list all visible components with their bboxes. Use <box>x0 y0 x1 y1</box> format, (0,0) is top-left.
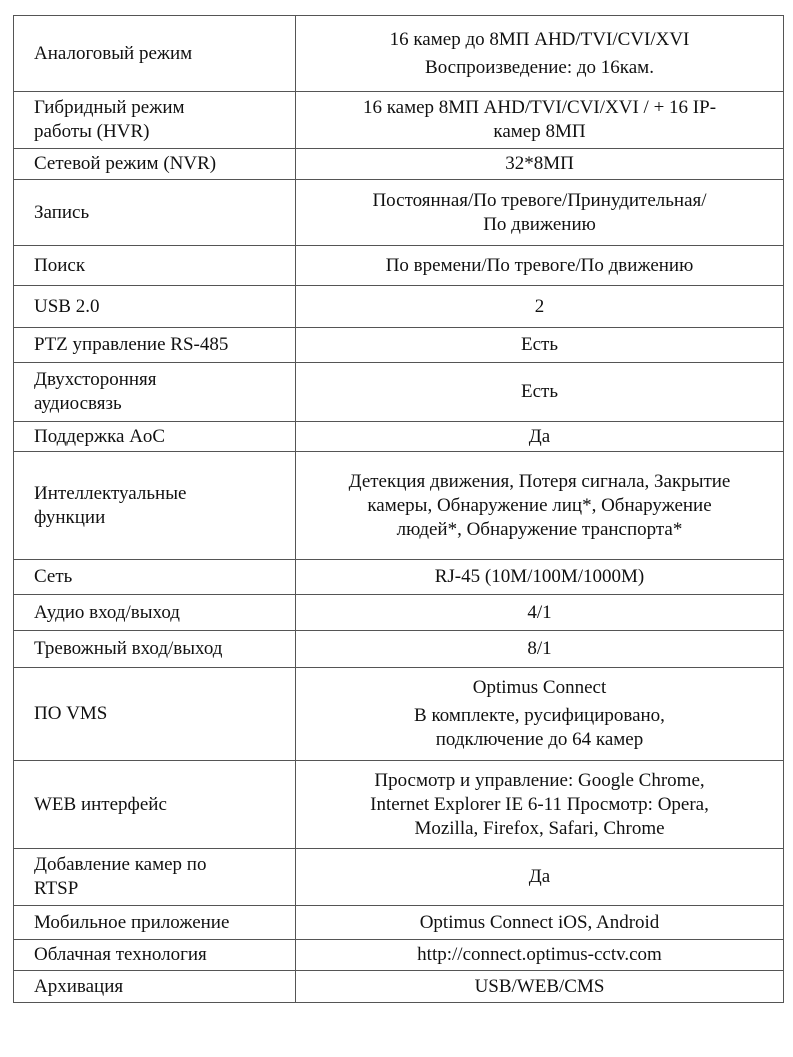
value-line: В комплекте, русифицировано, <box>414 705 665 726</box>
row-label <box>14 560 296 595</box>
table-row <box>14 16 784 92</box>
table-row <box>14 149 784 180</box>
label-line: Аудио вход/выход <box>34 601 180 623</box>
row-label <box>14 246 296 286</box>
row-value <box>296 971 784 1003</box>
label-line: Добавление камер по <box>34 854 207 875</box>
row-label <box>14 180 296 246</box>
label-line: Тревожный вход/выход <box>34 638 223 659</box>
row-label <box>14 363 296 422</box>
row-label <box>14 595 296 631</box>
row-label <box>14 668 296 761</box>
row-label <box>14 761 296 849</box>
table-row <box>14 906 784 940</box>
label-line: USB 2.0 <box>34 295 100 317</box>
row-label <box>14 16 296 92</box>
row-value <box>296 940 784 971</box>
table-row <box>14 286 784 328</box>
table-row <box>14 246 784 286</box>
label-line: Мобильное приложение <box>34 911 230 933</box>
value-line: Optimus Connect <box>472 677 607 698</box>
value-line: По времени/По тревоге/По движению <box>385 254 694 276</box>
row-value <box>296 422 784 452</box>
row-value <box>296 286 784 328</box>
row-label <box>14 631 296 668</box>
value-line: Да <box>528 866 551 887</box>
value-line: камеры, Обнаружение лиц*, Обнаружение <box>367 494 712 516</box>
value-line: Mozilla, Firefox, Safari, Chrome <box>414 817 665 839</box>
label-line: Гибридный режим <box>34 97 185 118</box>
spec-table <box>13 15 784 1003</box>
row-value <box>296 761 784 849</box>
row-value <box>296 560 784 595</box>
label-line: Интеллектуальные <box>34 482 187 504</box>
value-line: Есть <box>520 334 558 355</box>
table-row <box>14 180 784 246</box>
row-value <box>296 363 784 422</box>
row-value <box>296 595 784 631</box>
value-line: Optimus Connect iOS, Android <box>419 911 660 933</box>
label-line: Запись <box>34 201 90 223</box>
row-value <box>296 246 784 286</box>
table-row <box>14 971 784 1003</box>
row-label <box>14 328 296 363</box>
label-line: Аналоговый режим <box>34 42 193 64</box>
label-line: аудиосвязь <box>34 393 122 414</box>
label-line: WEB интерфейс <box>34 793 167 815</box>
value-line: По движению <box>483 213 596 235</box>
table-row <box>14 849 784 906</box>
row-label <box>14 149 296 180</box>
label-line: Сеть <box>34 566 73 587</box>
value-line: 32*8МП <box>505 153 574 174</box>
table-row <box>14 668 784 761</box>
label-line: Сетевой режим (NVR) <box>34 153 217 174</box>
value-line: 4/1 <box>527 601 552 623</box>
row-value <box>296 906 784 940</box>
table-row <box>14 92 784 149</box>
value-line: Да <box>528 425 551 447</box>
table-row <box>14 422 784 452</box>
row-value <box>296 16 784 92</box>
value-line: подключение до 64 камер <box>435 729 644 750</box>
row-label <box>14 286 296 328</box>
label-line: Двухсторонняя <box>34 369 157 390</box>
row-label <box>14 422 296 452</box>
value-line: камер 8МП <box>493 121 586 142</box>
row-value <box>296 180 784 246</box>
label-line: работы (HVR) <box>34 121 150 142</box>
value-line: http://connect.optimus-cctv.com <box>417 944 662 965</box>
value-line: 2 <box>534 295 545 317</box>
table-row <box>14 940 784 971</box>
row-label <box>14 940 296 971</box>
row-value <box>296 668 784 761</box>
value-line: RJ-45 (10M/100M/1000M) <box>434 566 645 587</box>
label-line: Поддержка AoC <box>34 425 166 447</box>
value-line: Internet Explorer IE 6-11 Просмотр: Opera, <box>370 793 709 815</box>
value-line: людей*, Обнаружение транспорта* <box>396 518 683 540</box>
label-line: PTZ управление RS-485 <box>34 334 229 355</box>
value-line: Есть <box>520 381 558 402</box>
row-value <box>296 452 784 560</box>
row-value <box>296 92 784 149</box>
table-row <box>14 631 784 668</box>
label-line: функции <box>34 506 106 528</box>
row-value <box>296 328 784 363</box>
table-row <box>14 328 784 363</box>
row-value <box>296 631 784 668</box>
table-row <box>14 761 784 849</box>
table-row <box>14 595 784 631</box>
table-row <box>14 452 784 560</box>
row-value <box>296 849 784 906</box>
value-line: Просмотр и управление: Google Chrome, <box>374 769 705 791</box>
row-value <box>296 149 784 180</box>
value-line: 16 камер 8МП AHD/TVI/CVI/XVI / + 16 IP- <box>362 97 717 118</box>
row-label <box>14 906 296 940</box>
value-line: USB/WEB/CMS <box>474 975 605 997</box>
row-label <box>14 971 296 1003</box>
row-label <box>14 92 296 149</box>
value-line: 16 камер до 8МП AHD/TVI/CVI/XVI <box>389 28 690 50</box>
row-label <box>14 452 296 560</box>
table-row <box>14 363 784 422</box>
label-line: Архивация <box>34 975 124 997</box>
value-line: Воспроизведение: до 16кам. <box>425 56 654 78</box>
label-line: RTSP <box>34 878 79 899</box>
row-label <box>14 849 296 906</box>
label-line: Облачная технология <box>34 944 207 965</box>
value-line: 8/1 <box>527 638 552 659</box>
table-row <box>14 560 784 595</box>
value-line: Постоянная/По тревоге/Принудительная/ <box>372 189 707 211</box>
label-line: ПО VMS <box>34 703 108 724</box>
label-line: Поиск <box>34 254 86 276</box>
value-line: Детекция движения, Потеря сигнала, Закрытие <box>348 470 731 492</box>
